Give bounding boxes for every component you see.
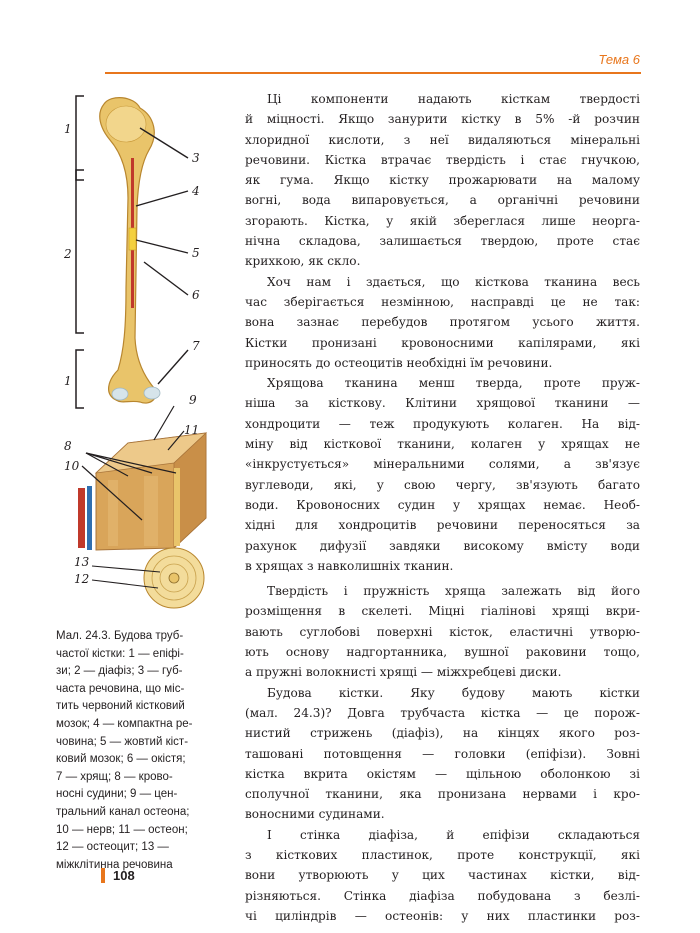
text-line: Будова кістки. Яку будову мають кістки <box>267 685 640 700</box>
label-4: 4 <box>192 184 200 198</box>
text-line: (мал. 24.3)? Довга трубчаста кістка — це порож- <box>245 705 640 720</box>
caption-line: міжклітинна речовина <box>56 858 173 871</box>
text-line: Хоч нам і здається, що кісткова тканина весь <box>267 274 640 289</box>
label-7: 7 <box>192 339 200 353</box>
caption-line: ковий мозок; 6 — окістя; <box>56 753 186 766</box>
label-3: 3 <box>192 151 200 165</box>
main-text <box>245 89 640 926</box>
label-1-bottom: 1 <box>64 374 72 388</box>
caption-line: мозок; 4 — компактна ре- <box>56 717 193 730</box>
text-line: міну від кісткової тканини, колаген у хрящах не <box>245 437 640 452</box>
text-line: в хрящах з навколишніх тканин. <box>245 558 454 573</box>
caption-line: тральний канал остеона; <box>56 805 190 818</box>
text-line: речовини. Кістка втрачає твердість і стає гнучкою, <box>245 152 640 167</box>
text-line: час зберігається незмінною, насправді це не так: <box>245 294 640 309</box>
text-line: а пружні волокнисті хрящі — міжхребцеві диски. <box>245 665 562 680</box>
text-line: І стінка діафіза, й епіфізи складаються <box>267 827 640 842</box>
text-line: «інкрустується» мінеральними солями, а зв'язує <box>245 457 640 472</box>
label-6: 6 <box>192 288 200 302</box>
header-rule <box>105 72 641 74</box>
text-line: Хрящова тканина менш тверда, проте пруж- <box>267 376 640 391</box>
text-line: хлоридної кислоти, з неї видаляються мінеральні <box>245 132 640 147</box>
label-13: 13 <box>74 555 90 569</box>
text-line: й міцності. Якщо занурити кістку в 5% -й розчин <box>245 112 640 127</box>
text-line: хідні для хондроцитів речовини переносяться за <box>245 518 640 533</box>
text-line: вогні, вода випаровується, а органічні речовини <box>245 193 640 208</box>
text-line: вони утворюють у цих частинах кістки, від- <box>245 868 640 883</box>
text-line: крихкою, як скло. <box>245 254 361 269</box>
text-line: згорають. Кістка, у якій збереглася лише неорга- <box>245 213 640 228</box>
caption-line: Мал. 24.3. Будова труб- <box>56 630 184 642</box>
caption-line: 10 — нерв; 11 — остеон; <box>56 823 188 836</box>
label-1-top: 1 <box>64 122 72 136</box>
label-5: 5 <box>192 246 200 260</box>
text-line: Твердість і пружність хряща залежать від його <box>267 584 640 599</box>
text-line: Кістки пронизані кровоносними капілярами, які <box>245 335 640 350</box>
caption-line: часта речовина, що міс- <box>56 682 185 695</box>
text-line: ють основу надгортанника, вушної раковини тощо, <box>245 645 640 660</box>
bone-illustration <box>56 88 231 623</box>
text-line: кістка вкрита окістям — щільною оболонкою зі <box>245 766 640 781</box>
label-9: 9 <box>189 393 197 407</box>
text-line: з кісткових пластинок, проте конструкції, які <box>245 847 640 862</box>
text-line: сполучної тканини, яка пронизана нервами і кро- <box>245 787 640 802</box>
topic-label: Тема 6 <box>598 52 640 67</box>
text-line: Ці компоненти надають кісткам твердості <box>267 92 640 106</box>
caption-line: човина; 5 — жовтий кіст- <box>56 735 189 748</box>
text-line: нистий стрижень (діафіз), на кінцях якого роз- <box>245 726 640 741</box>
caption-line: 7 — хрящ; 8 — крово- <box>56 770 173 783</box>
text-line: воносними судинами. <box>245 807 385 822</box>
label-8: 8 <box>64 439 72 453</box>
figure-caption <box>56 628 236 874</box>
text-line: вуглеводи, які, у свою чергу, зв'язують багато <box>245 477 640 492</box>
text-line: води. Кровоносних судин у хрящах немає. Необ- <box>245 497 640 512</box>
caption-line: зи; 2 — діафіз; 3 — губ- <box>56 665 183 678</box>
caption-line: носні судини; 9 — цен- <box>56 788 178 801</box>
text-line: приносять до остеоцитів необхідні їм речовини. <box>245 355 553 370</box>
text-line: нічна складова, залишається твердою, проте стає <box>245 234 640 249</box>
label-2: 2 <box>64 247 72 261</box>
label-12: 12 <box>74 572 90 586</box>
caption-line: частої кістки: 1 — епіфі- <box>56 647 184 660</box>
bone-figure <box>56 88 231 623</box>
text-line: ташовані потовщення — головки (епіфізи). Зовні <box>245 746 640 761</box>
label-11: 11 <box>184 423 200 437</box>
text-line: чі циліндрів — остеонів: у них пластинки роз- <box>245 908 640 923</box>
text-line: різняються. Стінка діафіза побудована з безлі- <box>245 888 640 903</box>
text-line: вона зазнає перебудов протягом усього життя. <box>245 315 640 330</box>
caption-line: 12 — остеоцит; 13 — <box>56 841 169 854</box>
text-line: як гума. Якщо кістку прожарювати на малому <box>245 173 640 188</box>
text-line: вають суглобові поверхні кісток, еластичні утворю- <box>245 624 640 639</box>
caption-line: тить червоний кістковий <box>56 700 185 713</box>
text-line: ніша за кісткову. Клітини хрящової тканини — <box>245 396 640 411</box>
text-line: хондроцити — теж продукують колаген. На від- <box>245 416 640 431</box>
text-line: рахунок дифузії завдяки високому вмісту води <box>245 538 640 553</box>
label-10: 10 <box>64 459 80 473</box>
page-number: 108 <box>101 868 135 883</box>
text-line: розміщення в скелеті. Міцні гіалінові хрящі вкри- <box>245 604 640 619</box>
